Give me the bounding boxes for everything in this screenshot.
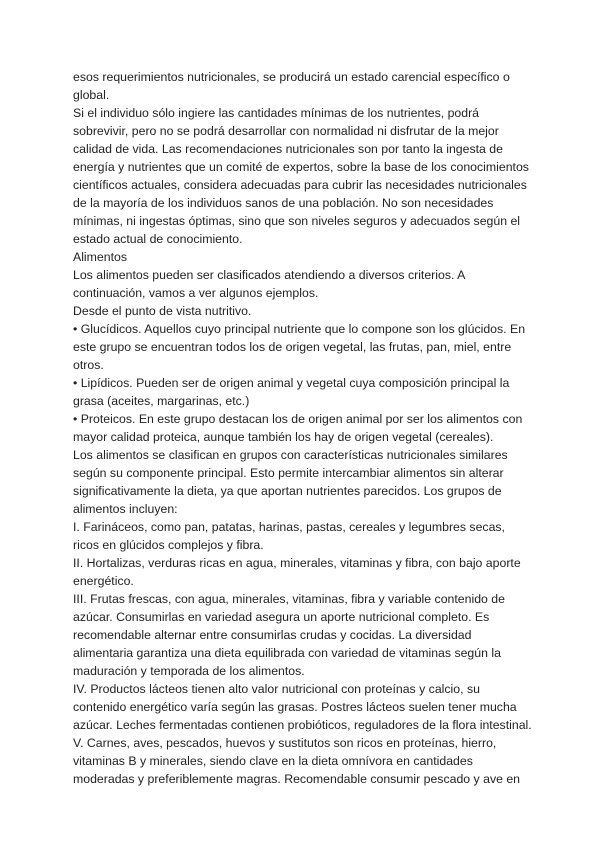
paragraph-food-groups: Los alimentos se clasifican en grupos con características nutricionales similares según su componente principal. Esto permite intercambiar alimentos sin alterar significativamente la dieta, ya que aportan nutrientes parecidos. Los grupos de alimentos incluyen: — [73, 448, 508, 516]
group-i-farinaceos: I. Farináceos, como pan, patatas, harinas, pastas, cereales y legumbres secas, ricos en glúcidos complejos y fibra. — [73, 520, 505, 552]
bullet-proteicos: • Proteicos. En este grupo destacan los de origen animal por ser los alimentos con mayor calidad proteica, aunque también los hay de origen vegetal (cereales). — [73, 412, 523, 444]
bullet-lipidicos: • Lipídicos. Pueden ser de origen animal y vegetal cuya composición principal la grasa (aceites, margarinas, etc.) — [73, 376, 510, 408]
group-ii-hortalizas: II. Hortalizas, verduras ricas en agua, minerales, vitaminas y fibra, con bajo aporte energético. — [73, 556, 521, 588]
paragraph-classification: Los alimentos pueden ser clasificados atendiendo a diversos criterios. A continuación, vamos a ver algunos ejemplos. — [73, 268, 465, 300]
paragraph-nutritive-view: Desde el punto de vista nutritivo. — [73, 304, 252, 318]
document-page — [73, 68, 533, 788]
bullet-glucidicos: • Glucídicos. Aquellos cuyo principal nutriente que lo compone son los glúcidos. En este grupo se encuentran todos los de origen vegetal, las frutas, pan, miel, entre otros. — [73, 322, 526, 372]
group-v-carnes: V. Carnes, aves, pescados, huevos y sustitutos son ricos en proteínas, hierro, vitaminas B y minerales, siendo clave en la dieta omnívora en cantidades moderadas y preferiblemente magras. Recomendable consumir pescado y ave en — [73, 736, 521, 786]
group-iv-lacteos: IV. Productos lácteos tienen alto valor nutricional con proteínas y calcio, su contenido energético varía según las grasas. Postres lácteos suelen tener mucha azúcar. Leches fermentadas contienen probióticos, reguladores de la flora intestinal. — [73, 682, 532, 732]
section-heading-alimentos: Alimentos — [73, 250, 127, 264]
paragraph-recommendations: Si el individuo sólo ingiere las cantidades mínimas de los nutrientes, podrá sobrevivir, pero no se podrá desarrollar con normalidad ni disfrutar de la mejor calidad de vida. Las recomendaciones nutricionales son por tanto la ingesta de energía y nutrientes que un comité de expertos, sobre la base de los conocimientos científicos actuales, considera adecuadas para cubrir las necesidades nutricionales de la mayoría de los individuos sanos de una población. No son necesidades mínimas, ni ingestas óptimas, sino que son niveles seguros y adecuados según el estado actual de conocimiento. — [73, 106, 529, 246]
group-iii-frutas: III. Frutas frescas, con agua, minerales, vitaminas, fibra y variable contenido de azúcar. Consumirlas en variedad asegura un aporte nutricional completo. Es recomendable alternar entre consumirlas crudas y cocidas. La diversidad alimentaria garantiza una dieta equilibrada con variedad de vitaminas según la maduración y temporada de los alimentos. — [73, 592, 505, 678]
paragraph-intro-continuation: esos requerimientos nutricionales, se producirá un estado carencial específico o global. — [73, 70, 510, 102]
